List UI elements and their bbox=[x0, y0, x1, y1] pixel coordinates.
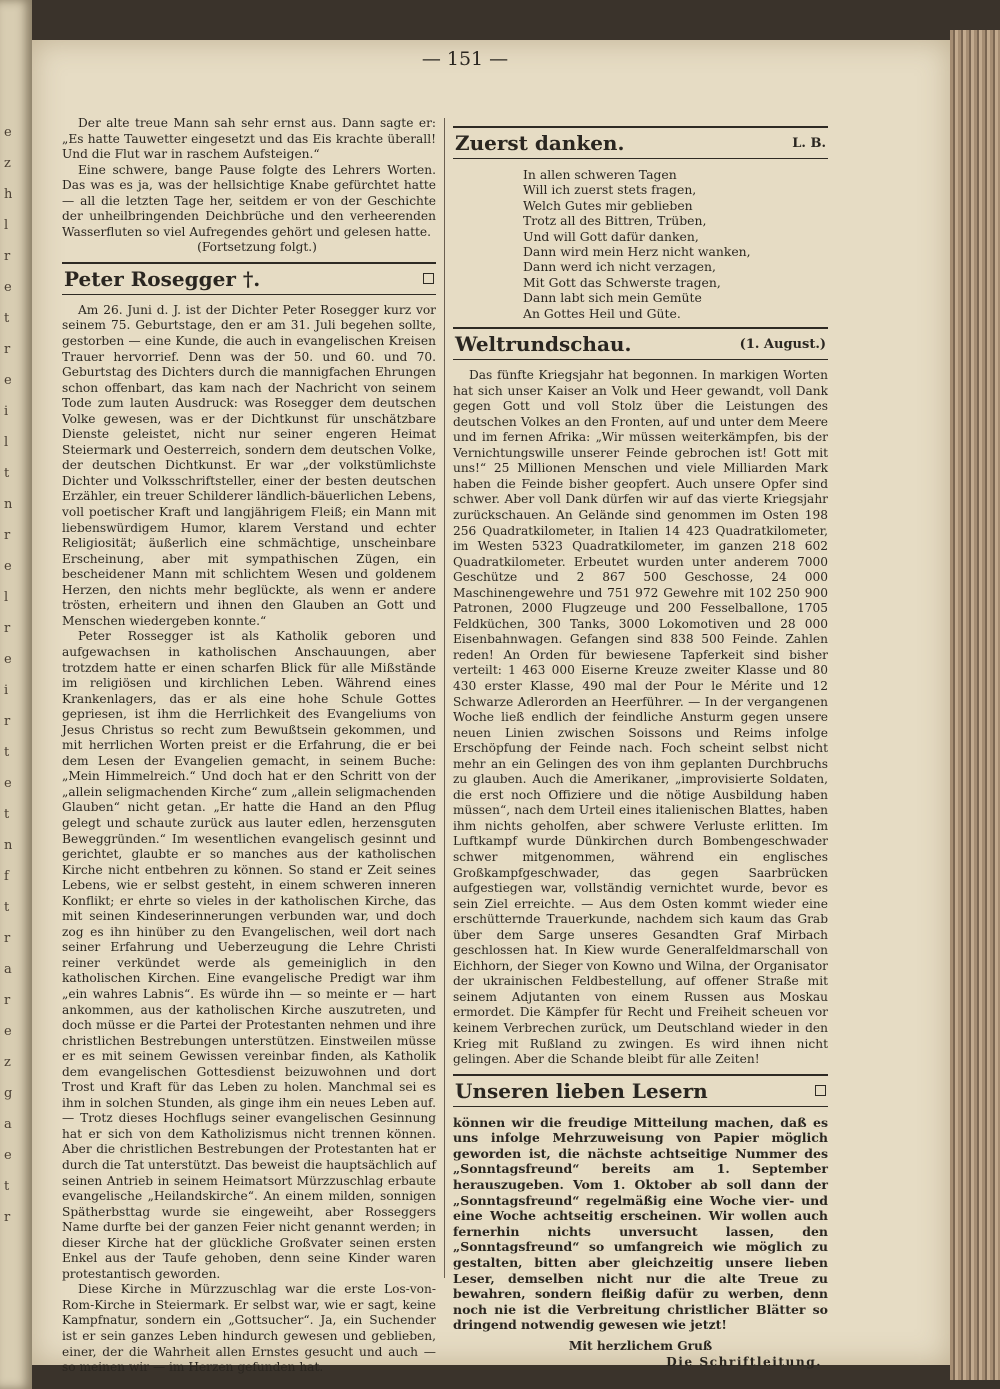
poem-line: Dann wird mein Herz nicht wanken, bbox=[523, 244, 751, 260]
previous-page-letter: e bbox=[4, 776, 12, 791]
previous-page-letter: t bbox=[4, 1179, 10, 1194]
article-title: Peter Rosegger †. bbox=[64, 266, 261, 291]
previous-page-letter: z bbox=[4, 1055, 11, 1070]
previous-page-letter: t bbox=[4, 466, 10, 481]
previous-page-letter: g bbox=[4, 1086, 13, 1101]
left-column bbox=[62, 116, 436, 1376]
previous-page-letter: e bbox=[4, 373, 12, 388]
previous-page-letter: t bbox=[4, 311, 10, 326]
review-text: Das fünfte Kriegsjahr hat begonnen. In markigen Worten hat sich unser Kaiser an Volk und Heer gewandt, voll Dank gegen Gott und voll Stolz über die Leistungen des deutschen Volkes an den Fronten, auf und unter dem Meere und im fernen Afrika: „Wir müssen weiterkämpfen, bis der Vernichtungswille unserer Feinde gebrochen ist! Gott mit uns!“ 25 Millionen Menschen und viele Milliarden Mark haben die Feinde bisher geopfert. Auch unsere Opfer sind schwer. Aber voll Dank dürfen wir auf das vierte Kriegsjahr zurückschauen. An Gelände sind genommen im Osten 198 256 Quadratkilometer, in Italien 14 423 Quadratkilometer, im Westen 5323 Quadratkilometer, im ganzen 218 602 Quadratkilometer. Erbeutet wurden unter anderem 7000 Geschütze und 2 867 500 Geschosse, 24 000 Maschinengewehre und 751 972 Gewehre mit 102 250 900 Patronen, 2000 Flugzeuge und 200 Fesselballone, 1705 Feldküchen, 300 Tanks, 3000 Lokomotiven und 28 000 Eisenbahnwagen. Gefangen sind 838 500 Feinde. Zahlen reden! An Orden für bewiesene Tapferkeit sind bisher verteilt: 1 463 000 Eiserne Kreuze zweiter Klasse und 80 430 erster Klasse, 490 mal der Pour le Mérite und 12 Schwarze Adlerorden an Heerführer. — In der vergangenen Woche ließ endlich der feindliche Ansturm gegen unsere neuen Linien zwischen Soissons und Reims infolge Erschöpfung der Feinde nach. Foch scheint selbst nicht mehr an ein Gelingen des von ihm geplanten Durchbruchs zu glauben. Auch die Amerikaner, „improvisierte Soldaten, die erst noch Offiziere und die nötige Ausbildung haben müssen“, nach dem Urteil eines italienischen Blattes, haben ihm nichts geholfen, aber schwere Verluste erlitten. Im Luftkampf wurde Dünkirchen durch Bombengeschwader schwer mitgenommen, während ein englisches Großkampfgeschwader, das gegen Saarbrücken aufgestiegen war, vollständig vernichtet wurde, bevor es sein Ziel erreichte. — Aus dem Osten kommt wieder eine erschütternde Trauerkunde, nachdem sich kaum das Grab über dem Sarge unseres Gesandten Graf Mirbach geschlossen hat. In Kiew wurde Generalfeldmarschall von Eichhorn, der Sieger von Kowno und Wilna, der Organisator der ukrainischen Feldbestellung, auf offener Straße mit seinem Adjutanten von einem Russen aus Moskau ermordet. Die Kämpfer für Recht und Freiheit scheuen vor keinem Verbrechen zurück, um Deutschland wieder in den Krieg mit Rußland zu zwingen. Es wird ihnen nicht gelingen. Aber die Schande bleibt für alle Zeiten! bbox=[453, 368, 828, 1067]
poem-author: L. B. bbox=[792, 136, 826, 151]
previous-page-letter: f bbox=[4, 869, 9, 884]
story-paragraph: Der alte treue Mann sah sehr ernst aus. Dann sagte er: „Es hatte Tauwetter eingesetzt und das Eis krachte überall! Und die Flut war in raschem Aufsteigen.“ bbox=[62, 116, 436, 162]
poem-line: Und will Gott dafür danken, bbox=[523, 228, 699, 244]
notice-heading bbox=[453, 1074, 828, 1107]
previous-page-letter: r bbox=[4, 528, 11, 543]
previous-page-letter: h bbox=[4, 187, 13, 202]
poem-line: Dann labt sich mein Gemüte bbox=[523, 290, 702, 306]
previous-page-letter: t bbox=[4, 807, 10, 822]
poem-line: Trotz all des Bittren, Trüben, bbox=[523, 213, 707, 229]
square-ornament-icon bbox=[815, 1085, 826, 1096]
previous-page-letter: l bbox=[4, 218, 9, 233]
previous-page-letter: e bbox=[4, 1148, 12, 1163]
story-paragraph: Eine schwere, bange Pause folgte des Lehrers Worten. Das was es ja, was der hellsichtige Knabe gefürchtet hatte — all die letzten Tage her, seitdem er von der Geschichte der unheilbringenden Deichbrüche und den verheerenden Wasserfluten so viel Aufregendes gehört und gelesen hatte. bbox=[62, 162, 436, 239]
notice-greeting: Mit herzlichem Gruß bbox=[568, 1338, 713, 1353]
article-heading bbox=[62, 262, 436, 295]
previous-page-letter: r bbox=[4, 249, 11, 264]
continuation-note: (Fortsetzung folgt.) bbox=[197, 240, 317, 255]
poem-line: Welch Gutes mir geblieben bbox=[523, 197, 693, 213]
previous-page-letter: r bbox=[4, 621, 11, 636]
page-edges bbox=[950, 30, 1000, 1380]
previous-page-letter: t bbox=[4, 900, 10, 915]
poem-line: In allen schweren Tagen bbox=[523, 167, 677, 182]
right-column bbox=[453, 126, 828, 1370]
article-paragraph: Diese Kirche in Mürzzuschlag war die erste Los-von-Rom-Kirche in Steiermark. Er selbst war, wie er sagt, keine Kampfnatur, sondern ein „Gottsucher“. Ja, ein Suchender ist er sein ganzes Leben hindurch gewesen und geblieben, einer, der die Wahrheit allen Ernstes gesucht und auch — so meinen wir — im Herzen gefunden hat. bbox=[62, 1282, 436, 1375]
notice-signature: Die Schriftleitung. bbox=[666, 1354, 822, 1369]
previous-page-letter: l bbox=[4, 435, 9, 450]
previous-page-letter: r bbox=[4, 342, 11, 357]
poem-line: An Gottes Heil und Güte. bbox=[523, 305, 681, 321]
previous-page-letter: a bbox=[4, 962, 12, 977]
poem-title: Zuerst danken. bbox=[455, 131, 625, 155]
previous-page-letter: e bbox=[4, 125, 12, 140]
poem-line: Mit Gott das Schwerste tragen, bbox=[523, 274, 721, 290]
previous-page-letter: r bbox=[4, 1210, 11, 1225]
previous-page-letter: r bbox=[4, 993, 11, 1008]
previous-page-letter: e bbox=[4, 559, 12, 574]
review-date: (1. August.) bbox=[739, 337, 826, 353]
page-number: — 151 — bbox=[421, 48, 509, 70]
previous-page-letter: e bbox=[4, 280, 12, 295]
previous-page-letter: t bbox=[4, 745, 10, 760]
previous-page-edge bbox=[0, 0, 32, 1389]
poem-body bbox=[523, 167, 828, 321]
square-ornament-icon bbox=[423, 273, 434, 284]
article-paragraph: Peter Rossegger ist als Katholik geboren und aufgewachsen in katholischen Anschauungen, aber trotzdem hatte er einen scharfen Blick für alle Mißstände im religiösen und kirchlichen Leben. Während eines Krankenlagers, das er als eine hohe Schule Gottes gepriesen, ist ihm die Herrlichkeit des Evangeliums von Jesus Christus so recht zum Bewußtsein gekommen, und mit herrlichen Worten preist er die Erfahrung, die er bei dem Lesen der Evangelien gemacht, in seinem Buche: „Mein Himmelreich.“ Und doch hat er den Schritt von der „allein seligmachenden Kirche“ zum „allein seligmachenden Glauben“ nicht getan. „Er hatte die Hand an den Pflug gelegt und schaute zurück aus lauter edlen, herzensguten Beweggründen.“ Im wesentlichen evangelisch gesinnt und gerichtet, glaubte er so manches aus der katholischen Kirche nicht entbehren zu können. So stand er Zeit seines Lebens, wie er selbst gesteht, in einem schweren inneren Konflikt; er ehrte so vieles in der katholischen Kirche, das mit seinen Kindeserinnerungen verbunden war, und doch zog es ihn hinüber zu den Evangelischen, weil dort nach seiner Erfahrung und Ueberzeugung die Lehre Christi reiner verkündet werde als gemeiniglich in den katholischen Kirchen. Eine evangelische Predigt war ihm „ein wahres Labnis“. Es würde ihn — so meinte er — hart ankommen, aus der katholischen Kirche auszutreten, und doch müsse er die Partei der Protestanten nehmen und ihre christlichen Bestrebungen unterstützen. Einstweilen müsse er es mit seinem Gewissen vereinbar finden, als Katholik dem evangelischen Gottesdienst beizuwohnen und dort Trost und Kraft für das Leben zu holen. Manchmal sei es ihm in solchen Stunden, als ginge ihm ein neues Leben auf. — Trotz dieses Hochflugs seiner evangelischen Gesinnung hat er sich von dem Katholizismus nicht trennen können. Aber die christlichen Bestrebungen der Protestanten hat er durch die Tat unterstützt. Das beweist die hauptsächlich auf seinen Antrieb in seinem Heimatsort Mürzzuschlag erbaute evangelische „Heilandskirche“. An einem milden, sonnigen Spätherbsttag wurde sie eingeweiht, aber Rosseggers Name durfte bei der ganzen Feier nicht genannt werden; in dieser Kirche hat der glückliche Großvater seinen ersten Enkel aus der Taufe gehoben, denn seine Kinder waren protestantisch geworden. bbox=[62, 629, 436, 1281]
review-heading bbox=[453, 327, 828, 360]
previous-page-letter: r bbox=[4, 714, 11, 729]
poem-heading bbox=[453, 126, 828, 159]
poem-line: Dann werd ich nicht verzagen, bbox=[523, 259, 716, 275]
previous-page-letter: a bbox=[4, 1117, 12, 1132]
previous-page-letter: n bbox=[4, 838, 13, 853]
poem-line: Will ich zuerst stets fragen, bbox=[523, 182, 697, 198]
previous-page-letter: e bbox=[4, 1024, 12, 1039]
previous-page-letter: e bbox=[4, 652, 12, 667]
previous-page-letter: i bbox=[4, 404, 9, 419]
notice-title: Unseren lieben Lesern bbox=[455, 1078, 708, 1103]
previous-page-letter: z bbox=[4, 156, 11, 171]
notice-text: können wir die freudige Mitteilung machen, daß es uns infolge Mehrzuweisung von Papier möglich geworden ist, die nächste achtseitige Nummer des „Sonntagsfreund“ bereits am 1. September herauszugeben. Vom 1. Oktober ab soll dann der „Sonntagsfreund“ regelmäßig eine Woche vier- und eine Woche achtseitig erscheinen. Wir wollen auch fernerhin nichts unversucht lassen, den „Sonntagsfreund“ so umfangreich wie möglich zu gestalten, bitten aber gleichzeitig unsere lieben Leser, demselben nicht nur die alte Treue zu bewahren, sondern fleißig dafür zu werben, denn noch nie ist die Verbreitung christlicher Blätter so dringend notwendig gewesen wie jetzt! bbox=[453, 1114, 828, 1333]
review-title: Weltrundschau. bbox=[455, 332, 632, 357]
previous-page-letter: l bbox=[4, 590, 9, 605]
article-paragraph: Am 26. Juni d. J. ist der Dichter Peter Rosegger kurz vor seinem 75. Geburtstage, den er am 31. Juli begehen sollte, gestorben — eine Kunde, die auch in evangelischen Kreisen Trauer hervorrief. Denn was der 50. und 60. und 70. Geburtstag des Dichters durch die mannigfachen Ehrungen schon offenbart, das kam nach der Nachricht von seinem Tode zum lauten Ausdruck: was Rosegger dem deutschen Volke gewesen, was er der Dichtkunst für unschätzbare Dienste geleistet, nicht nur seiner engeren Heimat Steiermark und Oesterreich, sondern dem deutschen Volke, der deutschen Dichtkunst. Er war „der volkstümlichste Dichter und Volksschriftsteller, einer der besten deutschen Erzähler, ein treuer Schilderer ländlich-bäuerlichen Lebens, voll poetischer Kraft und langjährigem Fleiß; ein Mann mit liebenswürdigem Humor, klarem Verstand und echter Religiosität; äußerlich eine schmächtige, unscheinbare Erscheinung, aber mit sympathischen Zügen, ein bescheidener Mann mit schlichtem Wesen und goldenem Herzen, den nichts mehr beglückte, als wenn er andere trösten, erheitern und ihnen den Glauben an Gott und Menschen wiedergeben konnte.“ bbox=[62, 302, 436, 628]
previous-page-letter: r bbox=[4, 931, 11, 946]
previous-page-letter: i bbox=[4, 683, 9, 698]
previous-page-letter: n bbox=[4, 497, 13, 512]
column-divider bbox=[444, 118, 445, 1278]
